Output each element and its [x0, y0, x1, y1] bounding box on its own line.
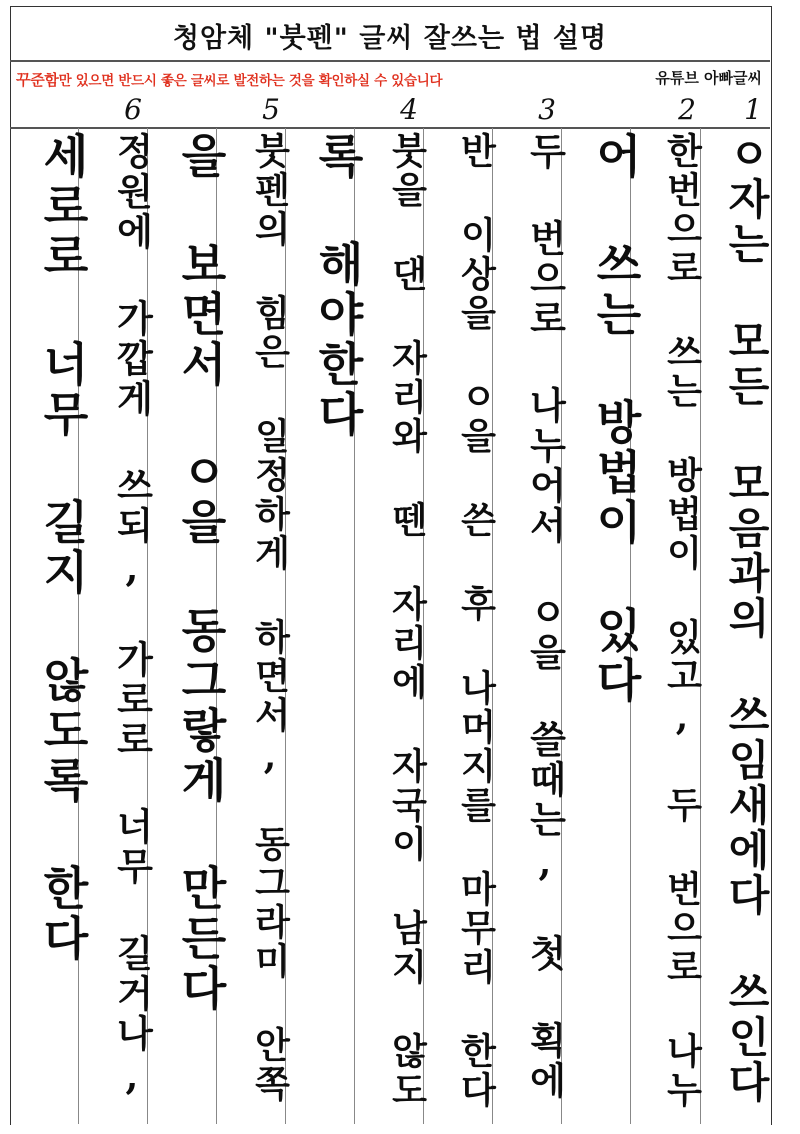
- section-number-5: 5: [262, 93, 280, 126]
- text-column-7: 록 해야한다: [311, 132, 365, 440]
- page-title: 청암체 "붓펜" 글씨 잘쓰는 법 설명: [172, 23, 608, 54]
- subtitle-text: 만 있으면 반드시 좋은 글씨로 발전하는 것을 확인하실 수 있습니다: [58, 73, 443, 89]
- section-number-6: 6: [124, 93, 142, 126]
- text-column-1: ㅇ자는 모든 모음과의 쓰임새에다 쓰인다: [722, 132, 771, 1105]
- text-column-9: 을 보면서 ㅇ을 동그랗게 만든다: [174, 132, 228, 1014]
- section-number-3: 3: [538, 93, 556, 126]
- section-number-2: 2: [678, 93, 696, 126]
- text-column-2: 한번으로 쓰는 방법이 있고, 두 번으로 나누: [661, 132, 703, 1110]
- title-divider: [10, 60, 770, 62]
- text-column-3: 어 쓰는 방법이 있다: [589, 132, 643, 706]
- text-column-5: 반 이상을 ㅇ을 쓴 후 나머지를 마무리 한다: [455, 132, 497, 1110]
- header-divider: [10, 127, 770, 129]
- text-column-6: 붓을 댄 자리와 뗀 자리에 자국이 남지 않도: [386, 132, 428, 1110]
- text-column-8: 붓펜의 힘은 일정하게 하면서, 동그라미 안쪽: [249, 132, 291, 1104]
- subtitle: [16, 69, 442, 90]
- section-number-1: 1: [744, 93, 762, 126]
- section-number-4: 4: [400, 93, 418, 126]
- channel-name: 유튜브 아빠글씨: [655, 69, 762, 87]
- text-column-10: 정원에 가깝게 쓰되, 가로로 너무 길거나,: [110, 132, 154, 1101]
- text-column-4: 두 번으로 나누어서 ㅇ을 쓸때는, 첫 획에: [523, 132, 567, 1101]
- subtitle-highlight: 꾸준함: [16, 71, 59, 89]
- text-column-11: 세로로 너무 길지 않도록 한다: [36, 132, 90, 964]
